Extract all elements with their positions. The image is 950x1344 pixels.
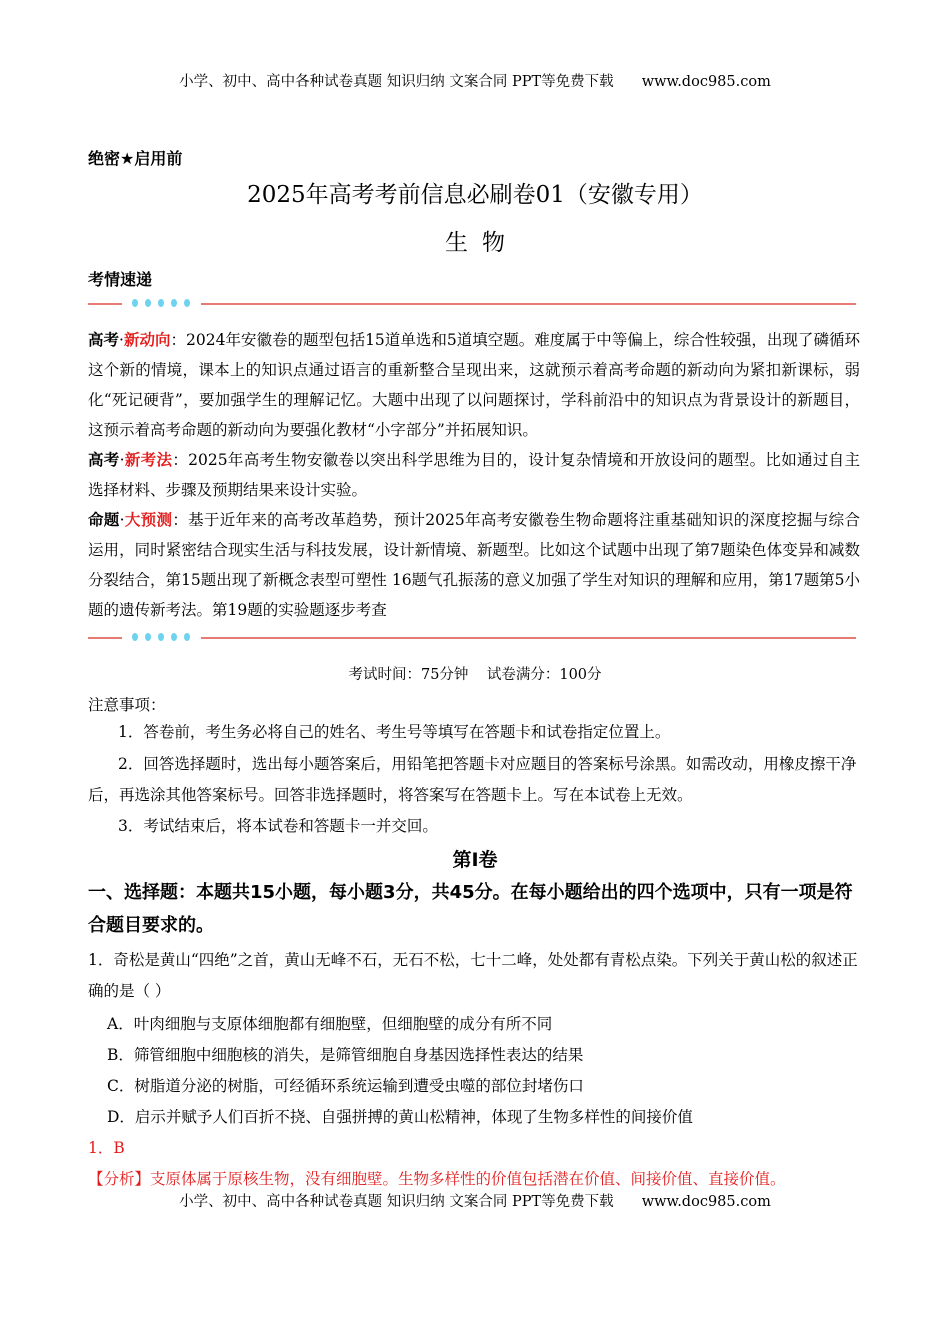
question-1-option-d: D．启示并赋予人们百折不挠、自强拼搏的黄山松精神，体现了生物多样性的间接价值 <box>107 1108 693 1126</box>
intel-paragraph-2: 高考·新考法：2025年高考生物安徽卷以突出科学思维为目的，设计复杂情境和开放设问的题型。比如通过自主选择材料、步骤及预期结果来设计实验。 <box>88 451 860 499</box>
footer-url[interactable]: www.doc985.com <box>641 1194 771 1210</box>
notice-title: 注意事项： <box>88 696 166 714</box>
notice-item: 1．答卷前，考生务必将自己的姓名、考生号等填写在答题卡和试卷指定位置上。 <box>118 723 671 741</box>
exam-info: 考试时间：75分钟 试卷满分：100分 <box>348 667 602 683</box>
notice-item: 2．回答选择题时，选出每小题答案后，用铅笔把答题卡对应题目的答案标号涂黑。如需改动，用橡皮擦干净后，再选涂其他答案标号。回答非选择题时，将答案写在答题卡上。写在本试卷上无效。 <box>88 755 857 804</box>
question-1-option-c: C．树脂道分泌的树脂，可经循环系统运输到遭受虫噬的部位封堵伤口 <box>107 1077 584 1095</box>
notice-item: 3．考试结束后，将本试卷和答题卡一并交回。 <box>118 817 438 835</box>
page-footer <box>0 1190 950 1211</box>
header-url[interactable]: www.doc985.com <box>641 74 771 90</box>
volume-title: 第Ⅰ卷 <box>452 849 498 871</box>
question-1-option-b: B．筛管细胞中细胞核的消失，是筛管细胞自身基因选择性表达的结果 <box>107 1046 584 1064</box>
page-header <box>0 70 950 91</box>
section-heading: 考情速递 <box>88 270 153 289</box>
footer-text: 小学、初中、高中各种试卷真题 知识归纳 文案合同 PPT等免费下载 <box>179 1194 614 1210</box>
subject-title: 生物 <box>445 230 519 256</box>
question-1-analysis: 【分析】支原体属于原核生物，没有细胞壁。生物多样性的价值包括潜在价值、间接价值、直接价值。 <box>88 1170 786 1188</box>
divider-top <box>88 298 856 310</box>
intel-paragraph-1: 高考·新动向：2024年安徽卷的题型包括15道单选和5道填空题。难度属于中等偏上，综合性较强，出现了磷循环这个新的情境，课本上的知识点通过语言的重新整合呈现出来，这就预示着高考命题的新动向为紧扣新课标，弱化“死记硬背”，要加强学生的理解记忆。大题中出现了以问题探讨，学科前沿中的知识点为背景设计的新题目，这预示着高考命题的新动向为要强化教材“小字部分”并拓展知识。 <box>88 331 860 439</box>
secret-label: 绝密★启用前 <box>88 149 183 168</box>
divider-bottom <box>88 632 856 644</box>
question-1-option-a: A．叶肉细胞与支原体细胞都有细胞壁，但细胞壁的成分有所不同 <box>107 1015 553 1033</box>
page-title: 2025年高考考前信息必刷卷01（安徽专用） <box>247 182 703 208</box>
intel-paragraph-3: 命题·大预测：基于近年来的高考改革趋势，预计2025年高考安徽卷生物命题将注重基础知识的深度挖掘与综合运用，同时紧密结合现实生活与科技发展，设计新情境、新题型。比如这个试题中出现了第7题染色体变异和减数分裂结合，第15题出现了新概念表型可塑性 16题气孔振荡的意义加强了学生对知识的理解和应用，第17题第5小题的遗传新考法。第19题的实验题逐步考查 <box>88 511 860 619</box>
section-1-heading: 一、选择题：本题共15小题，每小题3分，共45分。在每小题给出的四个选项中，只有一项是符合题目要求的。 <box>88 882 853 936</box>
question-1-stem: 1．奇松是黄山“四绝”之首，黄山无峰不石，无石不松，七十二峰，处处都有青松点染。下列关于黄山松的叙述正确的是（ ） <box>88 951 858 1000</box>
question-1-answer: 1．B <box>88 1139 125 1157</box>
header-text: 小学、初中、高中各种试卷真题 知识归纳 文案合同 PPT等免费下载 <box>179 74 614 90</box>
